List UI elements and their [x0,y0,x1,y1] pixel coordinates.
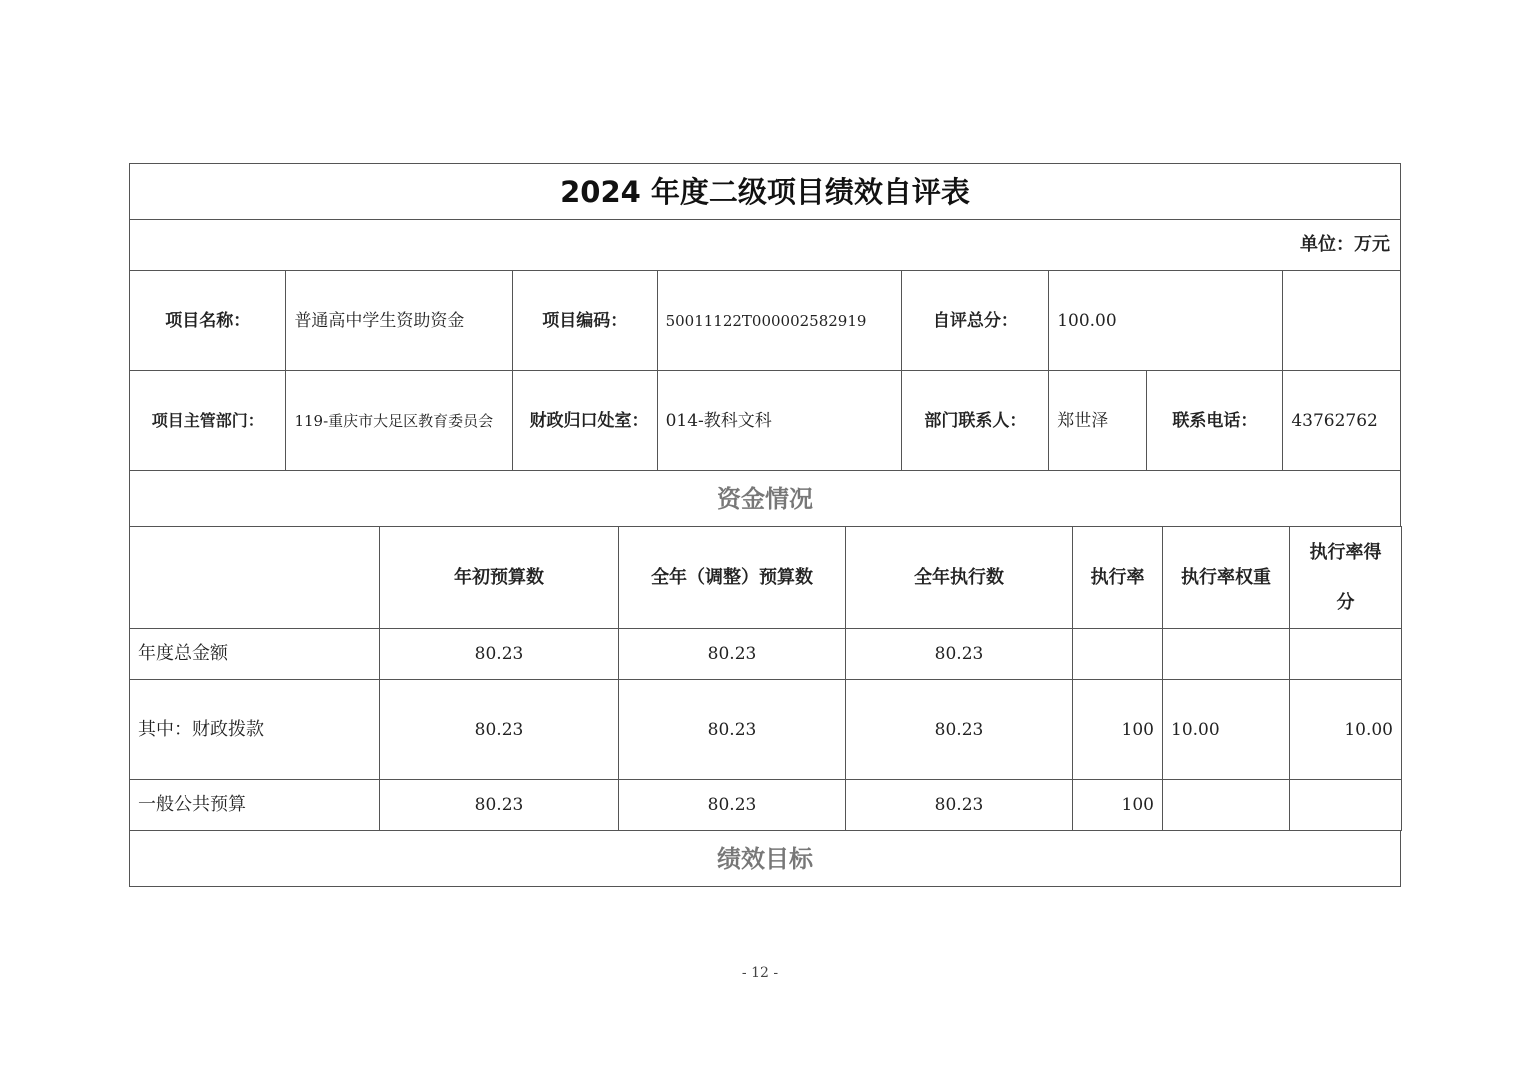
adjusted-budget-value: 80.23 [619,680,846,780]
finance-office-value: 014-教科文科 [657,371,902,471]
empty-cell [1283,271,1401,371]
unit-label: 单位：万元 [130,220,1401,271]
adjusted-budget-value: 80.23 [619,629,846,680]
col-header-initial-budget: 年初预算数 [380,527,619,629]
funds-section-heading: 资金情况 [130,471,1401,527]
page-number: - 12 - [741,965,779,981]
adjusted-budget-value: 80.23 [619,780,846,831]
executed-value: 80.23 [846,680,1073,780]
funds-header-row [130,527,1402,629]
perf-section-heading: 绩效目标 [130,831,1401,887]
phone-value: 43762762 [1283,371,1401,471]
col-header-adjusted-budget: 全年（调整）预算数 [619,527,846,629]
col-header-rate: 执行率 [1073,527,1163,629]
col-header-weight: 执行率权重 [1163,527,1290,629]
weight-value: 10.00 [1163,680,1290,780]
evaluation-table [129,163,1401,527]
finance-office-label: 财政归口处室： [513,371,658,471]
executed-value: 80.23 [846,780,1073,831]
rate-value [1073,629,1163,680]
row-label: 其中：财政拨款 [130,680,380,780]
col-header-executed: 全年执行数 [846,527,1073,629]
weight-value [1163,629,1290,680]
executed-value: 80.23 [846,629,1073,680]
project-code-label: 项目编码： [513,271,658,371]
initial-budget-value: 80.23 [380,680,619,780]
rate-value: 100 [1073,680,1163,780]
initial-budget-value: 80.23 [380,780,619,831]
weight-value [1163,780,1290,831]
project-name-value: 普通高中学生资助资金 [286,271,513,371]
contact-label: 部门联系人： [902,371,1049,471]
score-value: 10.00 [1290,680,1402,780]
table-row [130,780,1402,831]
row-label: 年度总金额 [130,629,380,680]
info-row-2 [130,371,1401,471]
table-row [130,629,1402,680]
row-label: 一般公共预算 [130,780,380,831]
phone-label: 联系电话： [1147,371,1283,471]
form-title: 2024 年度二级项目绩效自评表 [130,164,1401,220]
initial-budget-value: 80.23 [380,629,619,680]
project-name-label: 项目名称： [130,271,286,371]
score-label: 自评总分： [902,271,1049,371]
info-row-1 [130,271,1401,371]
col-header-score: 执行率得分 [1290,527,1402,629]
project-code-value: 50011122T000002582919 [657,271,902,371]
contact-value: 郑世泽 [1049,371,1147,471]
perf-table [129,830,1401,887]
funds-table [129,526,1402,831]
rate-value: 100 [1073,780,1163,831]
col-header-label [130,527,380,629]
dept-label: 项目主管部门： [130,371,286,471]
dept-value: 119-重庆市大足区教育委员会 [286,371,513,471]
score-value [1290,780,1402,831]
table-row [130,680,1402,780]
score-value [1290,629,1402,680]
evaluation-form [129,163,1401,887]
score-value: 100.00 [1049,271,1283,371]
